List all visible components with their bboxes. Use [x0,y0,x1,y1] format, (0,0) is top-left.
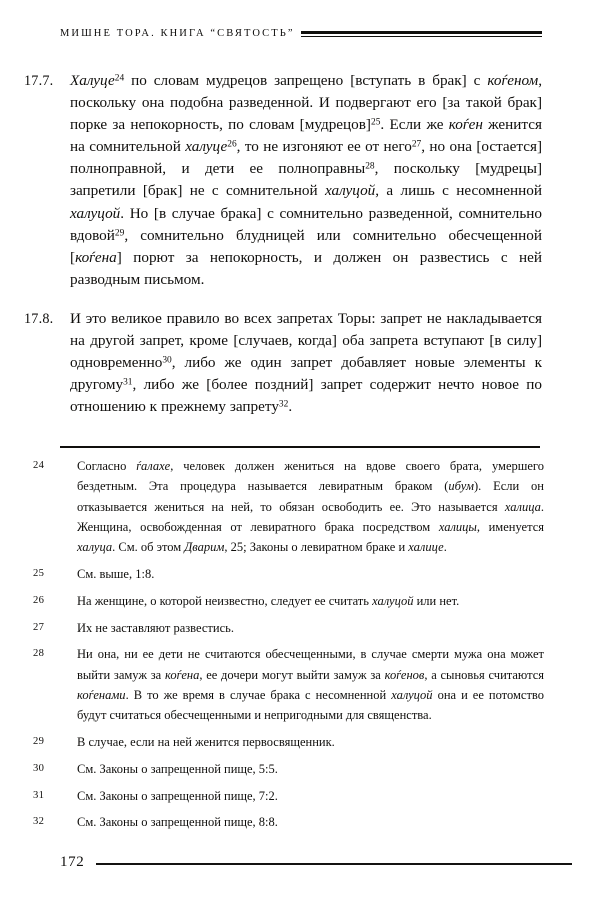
footnote-item [22,564,570,584]
footnote-number: 32 [33,816,45,828]
body-text-block [22,70,542,435]
footnote-item [22,591,570,611]
footnote-item [22,812,570,832]
footnote-separator-rule [60,446,540,448]
footnote-text: См. Законы о запрещенной пище, 5:5. [77,761,278,776]
running-head-title: МИШНЕ ТОРА. КНИГА “СВЯТОСТЬ” [60,27,295,39]
footnote-number: 31 [33,789,45,801]
folio-rule [96,863,572,864]
footnote-item [22,644,570,725]
halacha-number: 17.8. [24,310,54,327]
footnote-number: 29 [33,736,45,748]
running-head [60,22,542,44]
halacha-entry [22,70,542,291]
halacha-number: 17.7. [24,73,54,89]
footnote-text: См. Законы о запрещенной пище, 8:8. [77,815,278,830]
footnote-number: 30 [33,762,45,774]
footnote-text: См. выше, 1:8. [77,566,155,581]
footnote-item [22,618,570,638]
footnote-number: 25 [33,567,45,579]
footnote-item [22,759,570,779]
footnote-item [22,732,570,752]
page-number: 172 [60,853,85,870]
footnote-text: На женщине, о которой неизвестно, следует ее считать халуцой или нет. [77,593,460,608]
footnote-number: 27 [33,621,45,633]
footnote-number: 24 [33,460,45,471]
halacha-entry [22,308,542,418]
footnote-number: 28 [33,648,45,660]
footnote-text: В случае, если на ней женится первосвященник. [77,735,335,750]
halacha-body: И это великое правило во всех запретах Торы: запрет не накладывается на другой запрет, кроме [случаев, когда] оба запрета вступают [в силу] одновременно$^{30}$, либо же один запрет добавляет новые элементы к другому$^{31}$, либо же [более поздний] запрет содержит нечто новое по отношению к прежнему запрету$^{32}$. [70,309,542,416]
footnote-item [22,786,570,806]
footnote-number: 26 [33,594,45,606]
footnote-text: Ни она, ни ее дети не считаются обесчещенными, в случае смерти мужа она может выйти замуж за коѓена, ее дочери могут выйти замуж за коѓенов, а сыновья считаются коѓенами. В то же время в случае брака с несомненной халуцой она и ее потомство будут считаться обесчещенными и непригодными для священства. [77,647,545,723]
halacha-body: Халуце$^{24}$ по словам мудрецов запрещено [вступать в брак] с коѓеном, поскольку она подобна разведенной. И подвергают его [за такой брак] порке за непокорность, по словам [мудрецов]$^{25}$. Если же коѓен женится на сомнительной халуце$^{26}$, то не изгоняют ее от него$^{27}$, но она [остается] полноправной, и дети ее полноправны$^{28}$, поскольку [мудрецы] запретили [брак] не с сомнительной халуцой, а лишь с несомненной халуцой. Но [в случае брака] с сомнительно разведенной, сомнительно вдовой$^{29}$, сомнительно блудницей или сомнительно обесчещенной [коѓена] порют за непокорность, и должен он развестись с ней разводным письмом. [70,72,543,288]
footnote-text: Согласно ѓалахе, человек должен жениться на вдове своего брата, умершего бездетным. Эта процедура называется левиратным браком (ибум). Если он отказывается жениться на ней, то обязан освободить ее. Это называется халица. Женщина, освобожденная от левиратного брака посредством халицы, именуется халуца. См. об этом Дварим, 25; Законы о левиратном браке и халице. [77,459,544,555]
footnote-text: Их не заставляют развестись. [77,620,234,635]
footnote-item [22,456,570,557]
footnote-text: См. Законы о запрещенной пище, 7:2. [77,788,278,803]
footnotes-block [22,456,570,839]
folio [60,852,572,872]
running-head-rule [301,31,542,38]
